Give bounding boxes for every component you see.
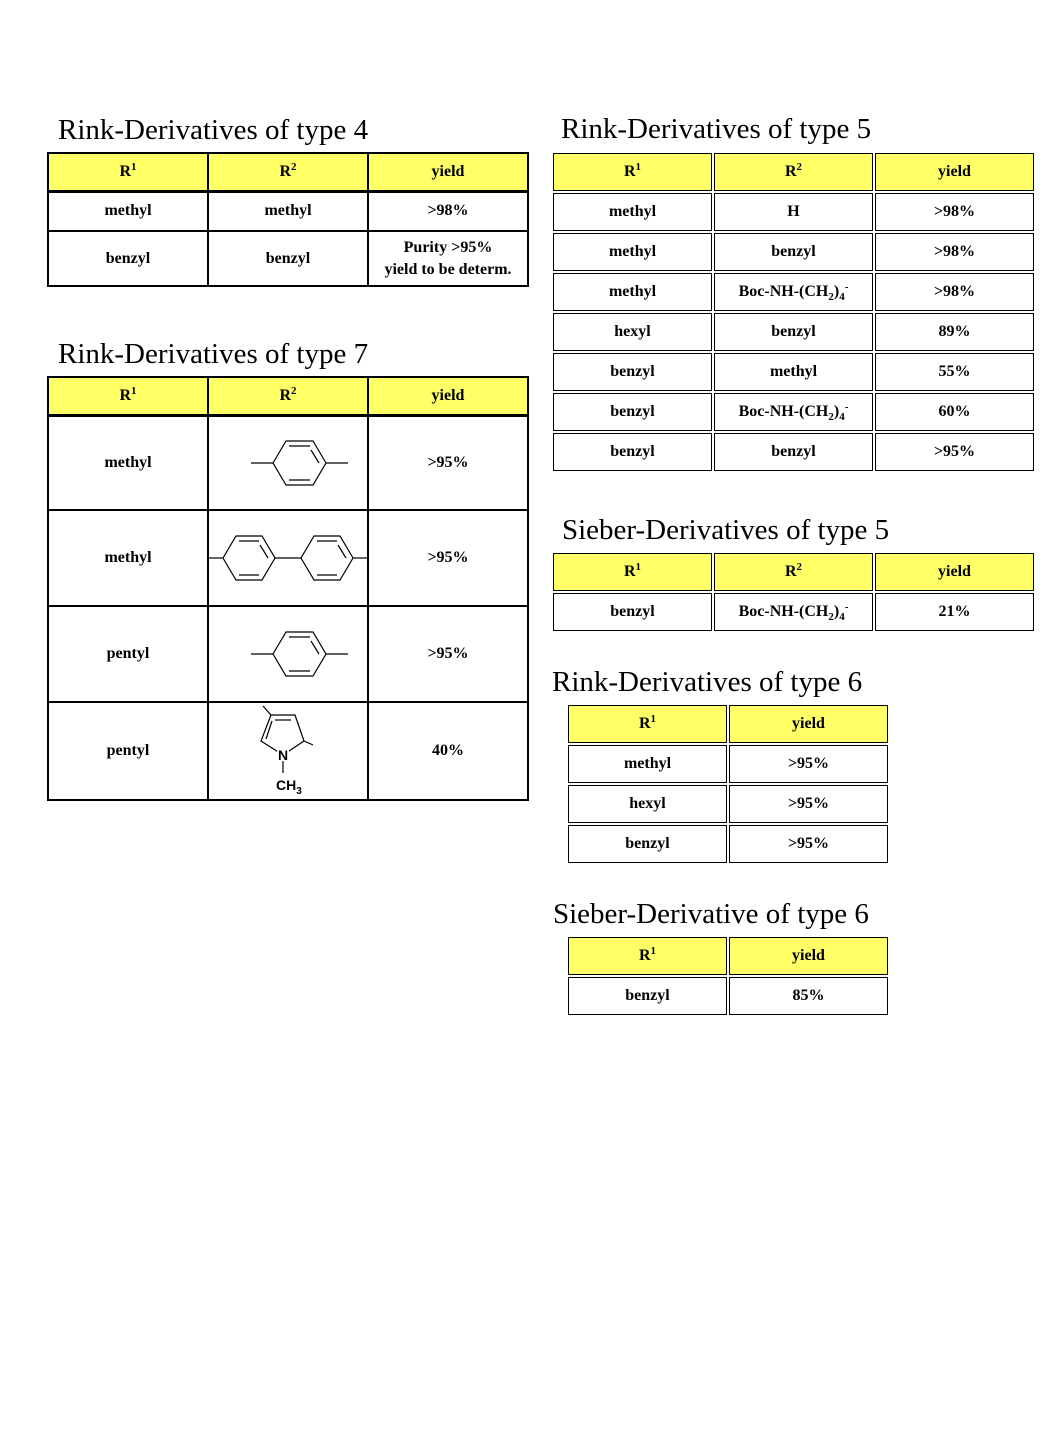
- cell-r2: methyl: [714, 353, 873, 391]
- header-r1: $R^1$: [553, 153, 712, 191]
- cell-r1: methyl: [48, 510, 208, 606]
- table-row: [568, 745, 888, 783]
- cell-yield: 60%: [875, 393, 1034, 431]
- header-r1: $R^1$: [48, 377, 208, 415]
- header-yield: yield: [875, 553, 1034, 591]
- cell-r2: methyl: [208, 191, 368, 231]
- cell-yield: >98%: [875, 233, 1034, 271]
- cell-r2: benzyl: [714, 433, 873, 471]
- cell-r1: methyl: [553, 273, 712, 311]
- table-row: [568, 977, 888, 1015]
- header-r2: $R^2$: [714, 153, 873, 191]
- table-rink-type-6: [566, 703, 890, 865]
- table-row: [553, 233, 1034, 271]
- cell-r1: benzyl: [553, 353, 712, 391]
- table-rink-type-5: [551, 151, 1036, 473]
- cell-r2-structure: [208, 702, 368, 800]
- cell-r1: benzyl: [48, 231, 208, 286]
- title-rink-type-5: Rink-Derivatives of type 5: [561, 113, 872, 145]
- cell-yield: 21%: [875, 593, 1034, 631]
- header-r1: $R^1$: [48, 153, 208, 191]
- table-row: [553, 433, 1034, 471]
- table-row: [553, 593, 1034, 631]
- table-row: [553, 393, 1034, 431]
- methylpyrrole-structure-icon: [209, 703, 369, 799]
- table-row: [48, 606, 528, 702]
- header-yield: yield: [368, 377, 528, 415]
- table-row: [48, 702, 528, 800]
- cell-yield: 89%: [875, 313, 1034, 351]
- cell-yield: >95%: [729, 825, 888, 863]
- cell-yield: >95%: [875, 433, 1034, 471]
- table-row: [553, 273, 1034, 311]
- table-sieber-type-5: [551, 551, 1036, 633]
- table-row: [553, 193, 1034, 231]
- title-rink-type-4: Rink-Derivatives of type 4: [58, 114, 369, 146]
- yield-line-1: Purity >95%: [403, 238, 493, 256]
- cell-r2: benzyl: [208, 231, 368, 286]
- yield-line-2: yield to be determ.: [384, 260, 512, 278]
- table-rink-type-7: [47, 376, 529, 801]
- cell-r2-structure: [208, 606, 368, 702]
- header-r1: $R^1$: [568, 705, 727, 743]
- title-rink-type-6: Rink-Derivatives of type 6: [552, 666, 863, 698]
- table-row: [568, 785, 888, 823]
- cell-yield: >95%: [368, 510, 528, 606]
- cell-yield: 85%: [729, 977, 888, 1015]
- cell-yield: >95%: [368, 415, 528, 510]
- table-row: [48, 191, 528, 231]
- cell-yield: 40%: [368, 702, 528, 800]
- cell-r2: Boc-$NH-(CH_2)_4^-$: [714, 393, 873, 431]
- cell-yield: 55%: [875, 353, 1034, 391]
- cell-yield: >95%: [729, 745, 888, 783]
- cell-r1: hexyl: [553, 313, 712, 351]
- table-row: [48, 415, 528, 510]
- cell-r1: pentyl: [48, 606, 208, 702]
- table-row: [568, 825, 888, 863]
- table-row: [553, 353, 1034, 391]
- table-row: [553, 313, 1034, 351]
- cell-r1: benzyl: [553, 393, 712, 431]
- cell-r1: hexyl: [568, 785, 727, 823]
- cell-r1: benzyl: [553, 433, 712, 471]
- cell-yield: >95%: [368, 606, 528, 702]
- table-sieber-type-6: [566, 935, 890, 1017]
- title-sieber-type-6: Sieber-Derivative of type 6: [553, 898, 869, 930]
- title-rink-type-7: Rink-Derivatives of type 7: [58, 338, 369, 370]
- cell-r1: methyl: [48, 415, 208, 510]
- cell-r1: benzyl: [568, 825, 727, 863]
- header-r2: $R^2$: [208, 153, 368, 191]
- header-r1: $R^1$: [568, 937, 727, 975]
- header-yield: yield: [729, 937, 888, 975]
- cell-r1: benzyl: [553, 593, 712, 631]
- table-row: [48, 231, 528, 286]
- cell-r1: benzyl: [568, 977, 727, 1015]
- cell-yield: >98%: [368, 191, 528, 231]
- nitrogen-label: N: [277, 747, 289, 763]
- phenylene-structure-icon: [209, 418, 369, 508]
- cell-r1: methyl: [553, 233, 712, 271]
- header-r2: $R^2$: [714, 553, 873, 591]
- header-yield: yield: [875, 153, 1034, 191]
- cell-r1: methyl: [48, 191, 208, 231]
- cell-r2: H: [714, 193, 873, 231]
- header-yield: yield: [729, 705, 888, 743]
- cell-r2: Boc-$NH-(CH_2)_4^-$: [714, 273, 873, 311]
- cell-r1: methyl: [568, 745, 727, 783]
- header-yield: yield: [368, 153, 528, 191]
- cell-r1: methyl: [553, 193, 712, 231]
- methyl-label: $CH_3$: [276, 777, 302, 797]
- header-r2: $R^2$: [208, 377, 368, 415]
- cell-r1: pentyl: [48, 702, 208, 800]
- cell-r2: benzyl: [714, 313, 873, 351]
- title-sieber-type-5: Sieber-Derivatives of type 5: [562, 514, 890, 546]
- phenylene-structure-icon: [209, 609, 369, 699]
- header-r1: $R^1$: [553, 553, 712, 591]
- cell-r2-structure: [208, 415, 368, 510]
- table-row: [48, 510, 528, 606]
- cell-r2: Boc-$NH-(CH_2)_4^-$: [714, 593, 873, 631]
- cell-yield: >98%: [875, 193, 1034, 231]
- cell-yield: >98%: [875, 273, 1034, 311]
- cell-yield: [368, 231, 528, 286]
- cell-r2: benzyl: [714, 233, 873, 271]
- cell-r2-structure: [208, 510, 368, 606]
- biphenylene-structure-icon: [209, 513, 369, 603]
- cell-yield: >95%: [729, 785, 888, 823]
- table-rink-type-4: [47, 152, 529, 287]
